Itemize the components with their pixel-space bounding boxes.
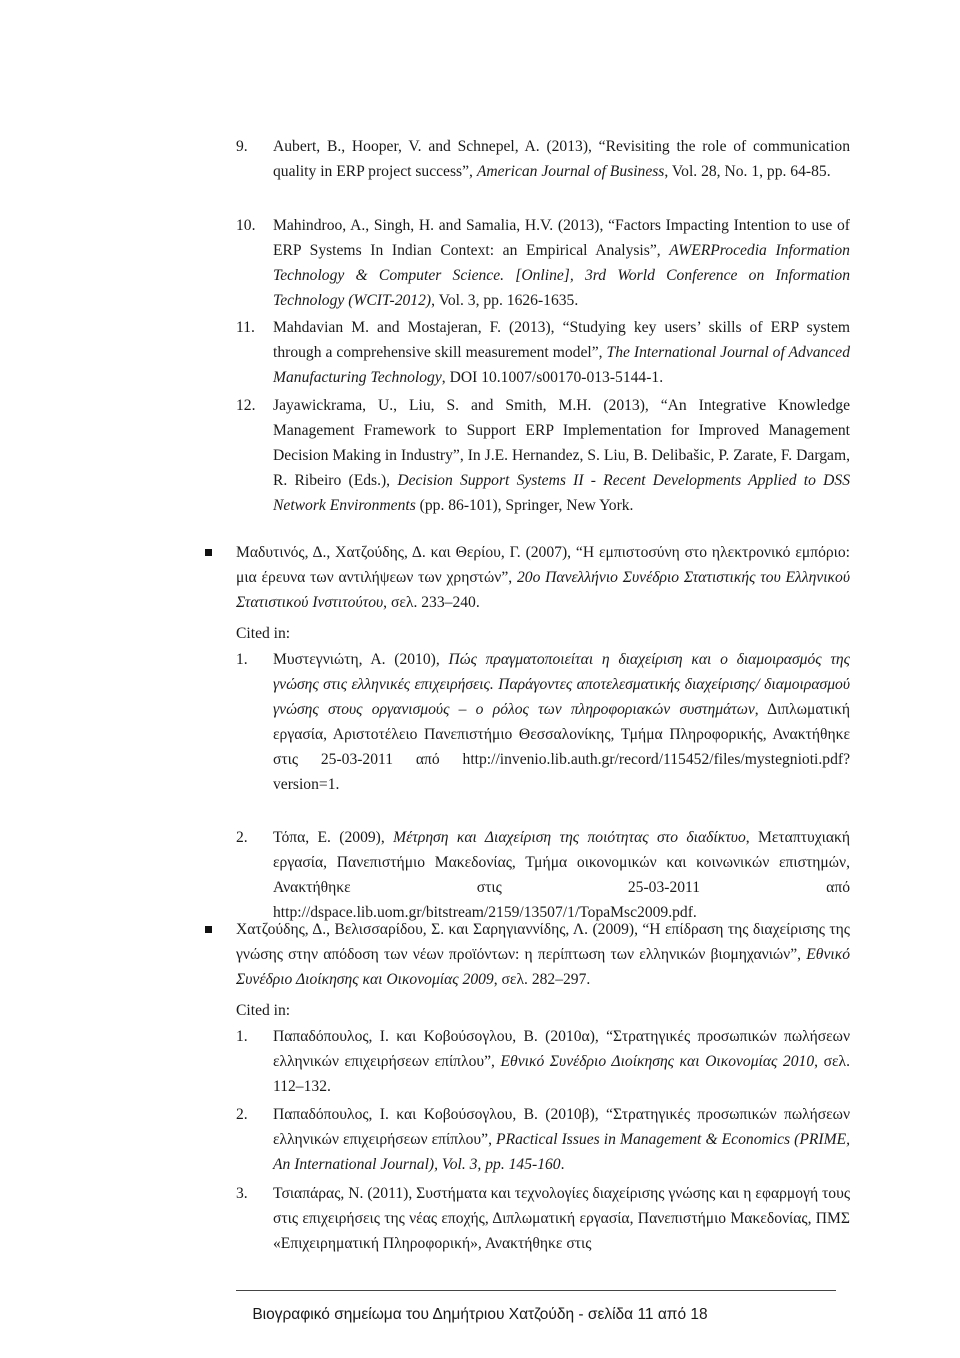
cited-1-item-2 <box>236 825 850 925</box>
item-number: 1. <box>236 651 248 668</box>
item-details: . <box>560 1156 565 1173</box>
reference-number: 12. <box>236 397 256 414</box>
cited-2-item-3 <box>236 1181 850 1256</box>
reference-book: Decision Support Systems II - Recent Developments Applied to DSS Network Environments <box>273 472 851 514</box>
square-bullet-icon <box>205 926 212 933</box>
footer-divider <box>236 1290 836 1291</box>
page-footer: Βιογραφικό σημείωμα του Δημήτριου Χατζούδη - σελίδα 11 από 18 <box>252 1306 708 1323</box>
item-title: Μέτρηση και Διαχείριση της ποιότητας στο διαδίκτυο <box>393 829 746 846</box>
reference-number: 9. <box>236 138 248 155</box>
reference-number: 11. <box>236 319 255 336</box>
item-number: 1. <box>236 1028 248 1045</box>
item-title: PRactical Issues in Management & Economics (PRIME, An International Journal), Vol. 3, pp. 145-160 <box>273 1131 850 1173</box>
item-title: Πώς πραγματοποιείται η διαχείριση και ο διαμοιρασμός της γνώσης στις ελληνικές επιχειρήσεις. Παράγοντες αποτελεσματικής διαχείρισης/ διαμοιρασμού γνώσης στους οργανισμούς – ο ρόλος των πληροφοριακών συστημάτων <box>273 651 850 718</box>
item-details: , σελ. 112–132. <box>273 1053 850 1095</box>
reference-journal: AWERProcedia Information Technology & Computer Science. [Online], 3rd World Conference on Information Technology (WCIT-2012) <box>273 242 850 309</box>
reference-11 <box>236 315 850 390</box>
reference-text: Aubert, B., Hooper, V. and Schnepel, A. (2013), “Revisiting the role of communication quality in ERP project success”, <box>273 138 850 180</box>
bullet-text: Χατζούδης, Δ., Βελισσαρίδου, Σ. και Σαρηγιαννίδης, Λ. (2009), “Η επίδραση της διαχείρισης της γνώσης στην απόδοση των νέων προϊόντων: η περίπτωση των ελληνικών βιομηχανιών”, <box>236 921 850 963</box>
item-number: 2. <box>236 829 248 846</box>
item-text: Τσιαπάρας, Ν. (2011), Συστήματα και τεχνολογίες διαχείρισης γνώσης και η εφαρμογή τους στις επιχειρήσεις της νέας εποχής, Διπλωματική εργασία, Πανεπιστήμιο Μακεδονίας, ΠΜΣ «Επιχειρηματική Πληροφορική», Ανακτήθηκε στις <box>273 1185 850 1252</box>
reference-details: , Vol. 28, No. 1, pp. 64-85. <box>664 163 831 180</box>
reference-journal: The International Journal of Advanced Manufacturing Technology <box>273 344 850 386</box>
cited-in-label: Cited in: <box>236 625 291 642</box>
item-title: Εθνικό Συνέδριο Διοίκησης και Οικονομίας 2010 <box>500 1053 815 1070</box>
reference-number: 10. <box>236 217 256 234</box>
bullet-venue: 20ο Πανελλήνιο Συνέδριο Στατιστικής του Ελληνικού Στατιστικού Ινστιτούτου <box>236 569 850 611</box>
item-number: 2. <box>236 1106 248 1123</box>
cited-in-label: Cited in: <box>236 1002 291 1019</box>
item-details: , Μεταπτυχιακή εργασία, Πανεπιστήμιο Μακεδονίας, Τμήμα οικονομικών και κοινωνικών επιστημών, Ανακτήθηκε στις 25-03-2011 από http://dspace.lib.uom.gr/bitstream/2159/13507/1/TopaMsc2009.pdf. <box>273 829 850 921</box>
reference-10 <box>236 213 850 313</box>
bullet-text: Μαδυτινός, Δ., Χατζούδης, Δ. και Θερίου, Γ. (2007), “Η εμπιστοσύνη στο ηλεκτρονικό εμπόριο: μια έρευνα των αντιλήψεων των χρηστών”, <box>236 544 850 586</box>
square-bullet-icon <box>205 549 212 556</box>
item-number: 3. <box>236 1185 248 1202</box>
item-text: Παπαδόπουλος, Ι. και Κοβούσογλου, Β. (2010α), “Στρατηγικές προσωπικών πωλήσεων ελληνικών επιχειρήσεων επίπλου”, <box>273 1028 850 1070</box>
item-text: Μυστεγνιώτη, Α. (2010), <box>273 651 449 668</box>
reference-journal: American Journal of Business <box>476 163 665 180</box>
item-text: Τόπα, Ε. (2009), <box>273 829 394 846</box>
reference-text: Mahdavian M. and Mostajeran, F. (2013), “Studying key users’ skills of ERP system through a comprehensive skill measurement model”, <box>273 319 850 361</box>
bullet-details: , σελ. 233–240. <box>383 594 480 611</box>
item-details: , Διπλωματική εργασία, Αριστοτέλειο Πανεπιστήμιο Θεσσαλονίκης, Τμήμα Πληροφορικής, Ανακτήθηκε στις 25-03-2011 από http://invenio.lib.auth.gr/record/115452/files/mystegnioti.pdf?version=1. <box>273 701 851 793</box>
reference-details: (pp. 86-101), Springer, New York. <box>415 497 634 514</box>
reference-12 <box>236 393 850 518</box>
bullet-entry-1 <box>236 540 850 615</box>
bullet-details: , σελ. 282–297. <box>493 971 591 988</box>
bullet-entry-2 <box>236 917 850 992</box>
reference-details: , Vol. 3, pp. 1626-1635. <box>431 292 579 309</box>
bullet-venue: Εθνικό Συνέδριο Διοίκησης και Οικονομίας 2009 <box>236 946 850 988</box>
item-text: Παπαδόπουλος, Ι. και Κοβούσογλου, Β. (2010β), “Στρατηγικές προσωπικών πωλήσεων ελληνικών επιχειρήσεων επίπλου”, <box>273 1106 850 1148</box>
reference-9 <box>236 134 850 184</box>
reference-details: , DOI 10.1007/s00170-013-5144-1. <box>441 369 664 386</box>
cited-2-item-2 <box>236 1102 850 1177</box>
reference-text: Mahindroo, A., Singh, H. and Samalia, H.V. (2013), “Factors Impacting Intention to use of ERP Systems In Indian Context: an Empirical Analysis”, <box>273 217 850 259</box>
cited-2-item-1 <box>236 1024 850 1099</box>
reference-text: Jayawickrama, U., Liu, S. and Smith, M.H. (2013), “An Integrative Knowledge Management Framework to Support ERP Implementation for Improved Management Decision Making in Industry”, In J.E. Hernandez, S. Liu, B. Delibašic, P. Zarate, F. Dargam, R. Ribeiro (Eds.), <box>273 397 850 489</box>
cited-1-item-1 <box>236 647 850 797</box>
